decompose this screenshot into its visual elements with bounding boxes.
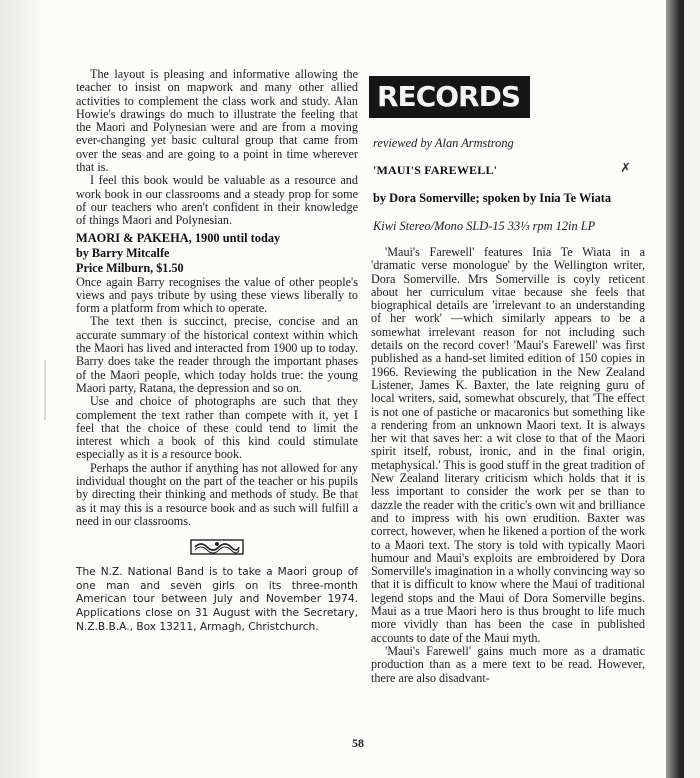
notice-paragraph: The N.Z. National Band is to take a Maori group of one man and seven girls on its three-month American tour between July and November 1974. Applications close on 31 August with the Secretary, N.Z.B.B.A., Box 13211, Armagh, Christchurch. <box>76 566 358 633</box>
ornament-divider <box>76 536 358 558</box>
ornament-icon <box>187 536 247 558</box>
reviewer-byline: reviewed by Alan Armstrong <box>373 136 514 150</box>
right-column <box>369 76 645 685</box>
review-paragraph: Use and choice of photographs are such that they complement the text rather than compete with it, yet I feel that the choice of these could tend to limit the interest which a book of this kind could stimulate especially as it is a resource book. <box>76 394 358 462</box>
intro-paragraph: The layout is pleasing and informative allowing the teacher to insist on mapwork and many other allied activities to complement the class work and study. Alan Howie's drawings do much to illustrate the feeling that the Maori and Polynesian were and are from a moving ever-changing yet basic cultural group that came from over the seas and are going to a point in time wherever that is. <box>76 67 358 175</box>
record-label-info: Kiwi Stereo/Mono SLD-15 33⅓ rpm 12in LP <box>373 219 596 233</box>
review-paragraph: Once again Barry recognises the value of other people's views and pays tribute by using these views liberally to form a platform from which to operate. <box>76 274 358 316</box>
record-review-paragraph: 'Maui's Farewell' gains much more as a dramatic production than as a mere text to be read. However, there are also disadvant- <box>371 643 645 685</box>
book-price: Price Milburn, $1.50 <box>76 260 184 275</box>
left-column <box>76 68 358 634</box>
review-paragraph: The text then is succinct, precise, concise and an accurate summary of the historical context within which the Maori has lived and interacted from 1900 up to today. Barry does take the reader through the important phases of the Maori people, which today holds true: the young Maori party, Ratana, the depression and so on. <box>76 314 358 395</box>
next-page-edge <box>684 0 700 778</box>
book-author: by Barry Mitcalfe <box>76 245 170 260</box>
record-title-row <box>373 159 645 177</box>
record-review <box>371 246 645 685</box>
record-credits: by Dora Somerville; spoken by Inia Te Wiata <box>373 191 612 205</box>
left-page-edge <box>0 0 40 778</box>
scan-artifact <box>44 360 46 420</box>
review-paragraph: Perhaps the author if anything has not allowed for any individual thought on the part of the teacher or his pupils by directing their thinking and methods of study. Be that as it may this is a resource book and as such will fulfill a need in our classrooms. <box>76 460 358 528</box>
record-review-paragraph: 'Maui's Farewell' features Inia Te Wiata in a 'dramatic verse monologue' by the Wellington writer, Dora Somerville. Mrs Somerville is coyly reticent about her curriculum vitae because she feels that biographical details are 'irrelevant to an understanding of her work' —which similarly appears to be a somewhat irrelevant reason for not including such details on the record cover! 'Maui's Farewell' was first published as a hand-set limited edition of 150 copies in 1966. Reviewing the publication in the New Zealand Listener, James K. Baxter, the late reigning guru of local writers, said, somewhat obscurely, that 'The effect is not one of pastiche or macaronics but something like a rendering from an unknown Maori text. It is always her wit that saves her: a wit close to that of the Maori spirit itself, robust, ironic, and in the final origin, metaphysical.' This is good stuff in the great tradition of New Zealand literary criticism which holds that it is less important to consider the work per se than to dazzle the reader with the critic's own wit and brilliance and to impress with his own erudition. Baxter was correct, however, when he likened a portion of the work to a Maori text. The story is told with typically Maori humour and Maui's exploits are embroidered by Dora Somerville's imagination in a wholly convincing way so that it is difficult to know where the Maui of traditional legend stops and the Maui of Dora Somerville begins. Maui as a true Maori hero is thus brought to life much more vividly than has been the case in published accounts to date of the Maui myth. <box>371 245 646 645</box>
intro-paragraph: I feel this book would be valuable as a resource and work book in our classrooms and a steady prop for some of our teachers who aren't confident in their knowledge of things Maori and Polynesian. <box>76 173 358 228</box>
book-title: MAORI & PAKEHA, 1900 until today <box>76 230 281 245</box>
handwritten-mark-icon: ✗ <box>620 161 631 176</box>
section-banner: RECORDS <box>369 76 530 118</box>
record-title: 'MAUI'S FAREWELL' <box>373 163 498 177</box>
page-number: 58 <box>352 736 364 750</box>
